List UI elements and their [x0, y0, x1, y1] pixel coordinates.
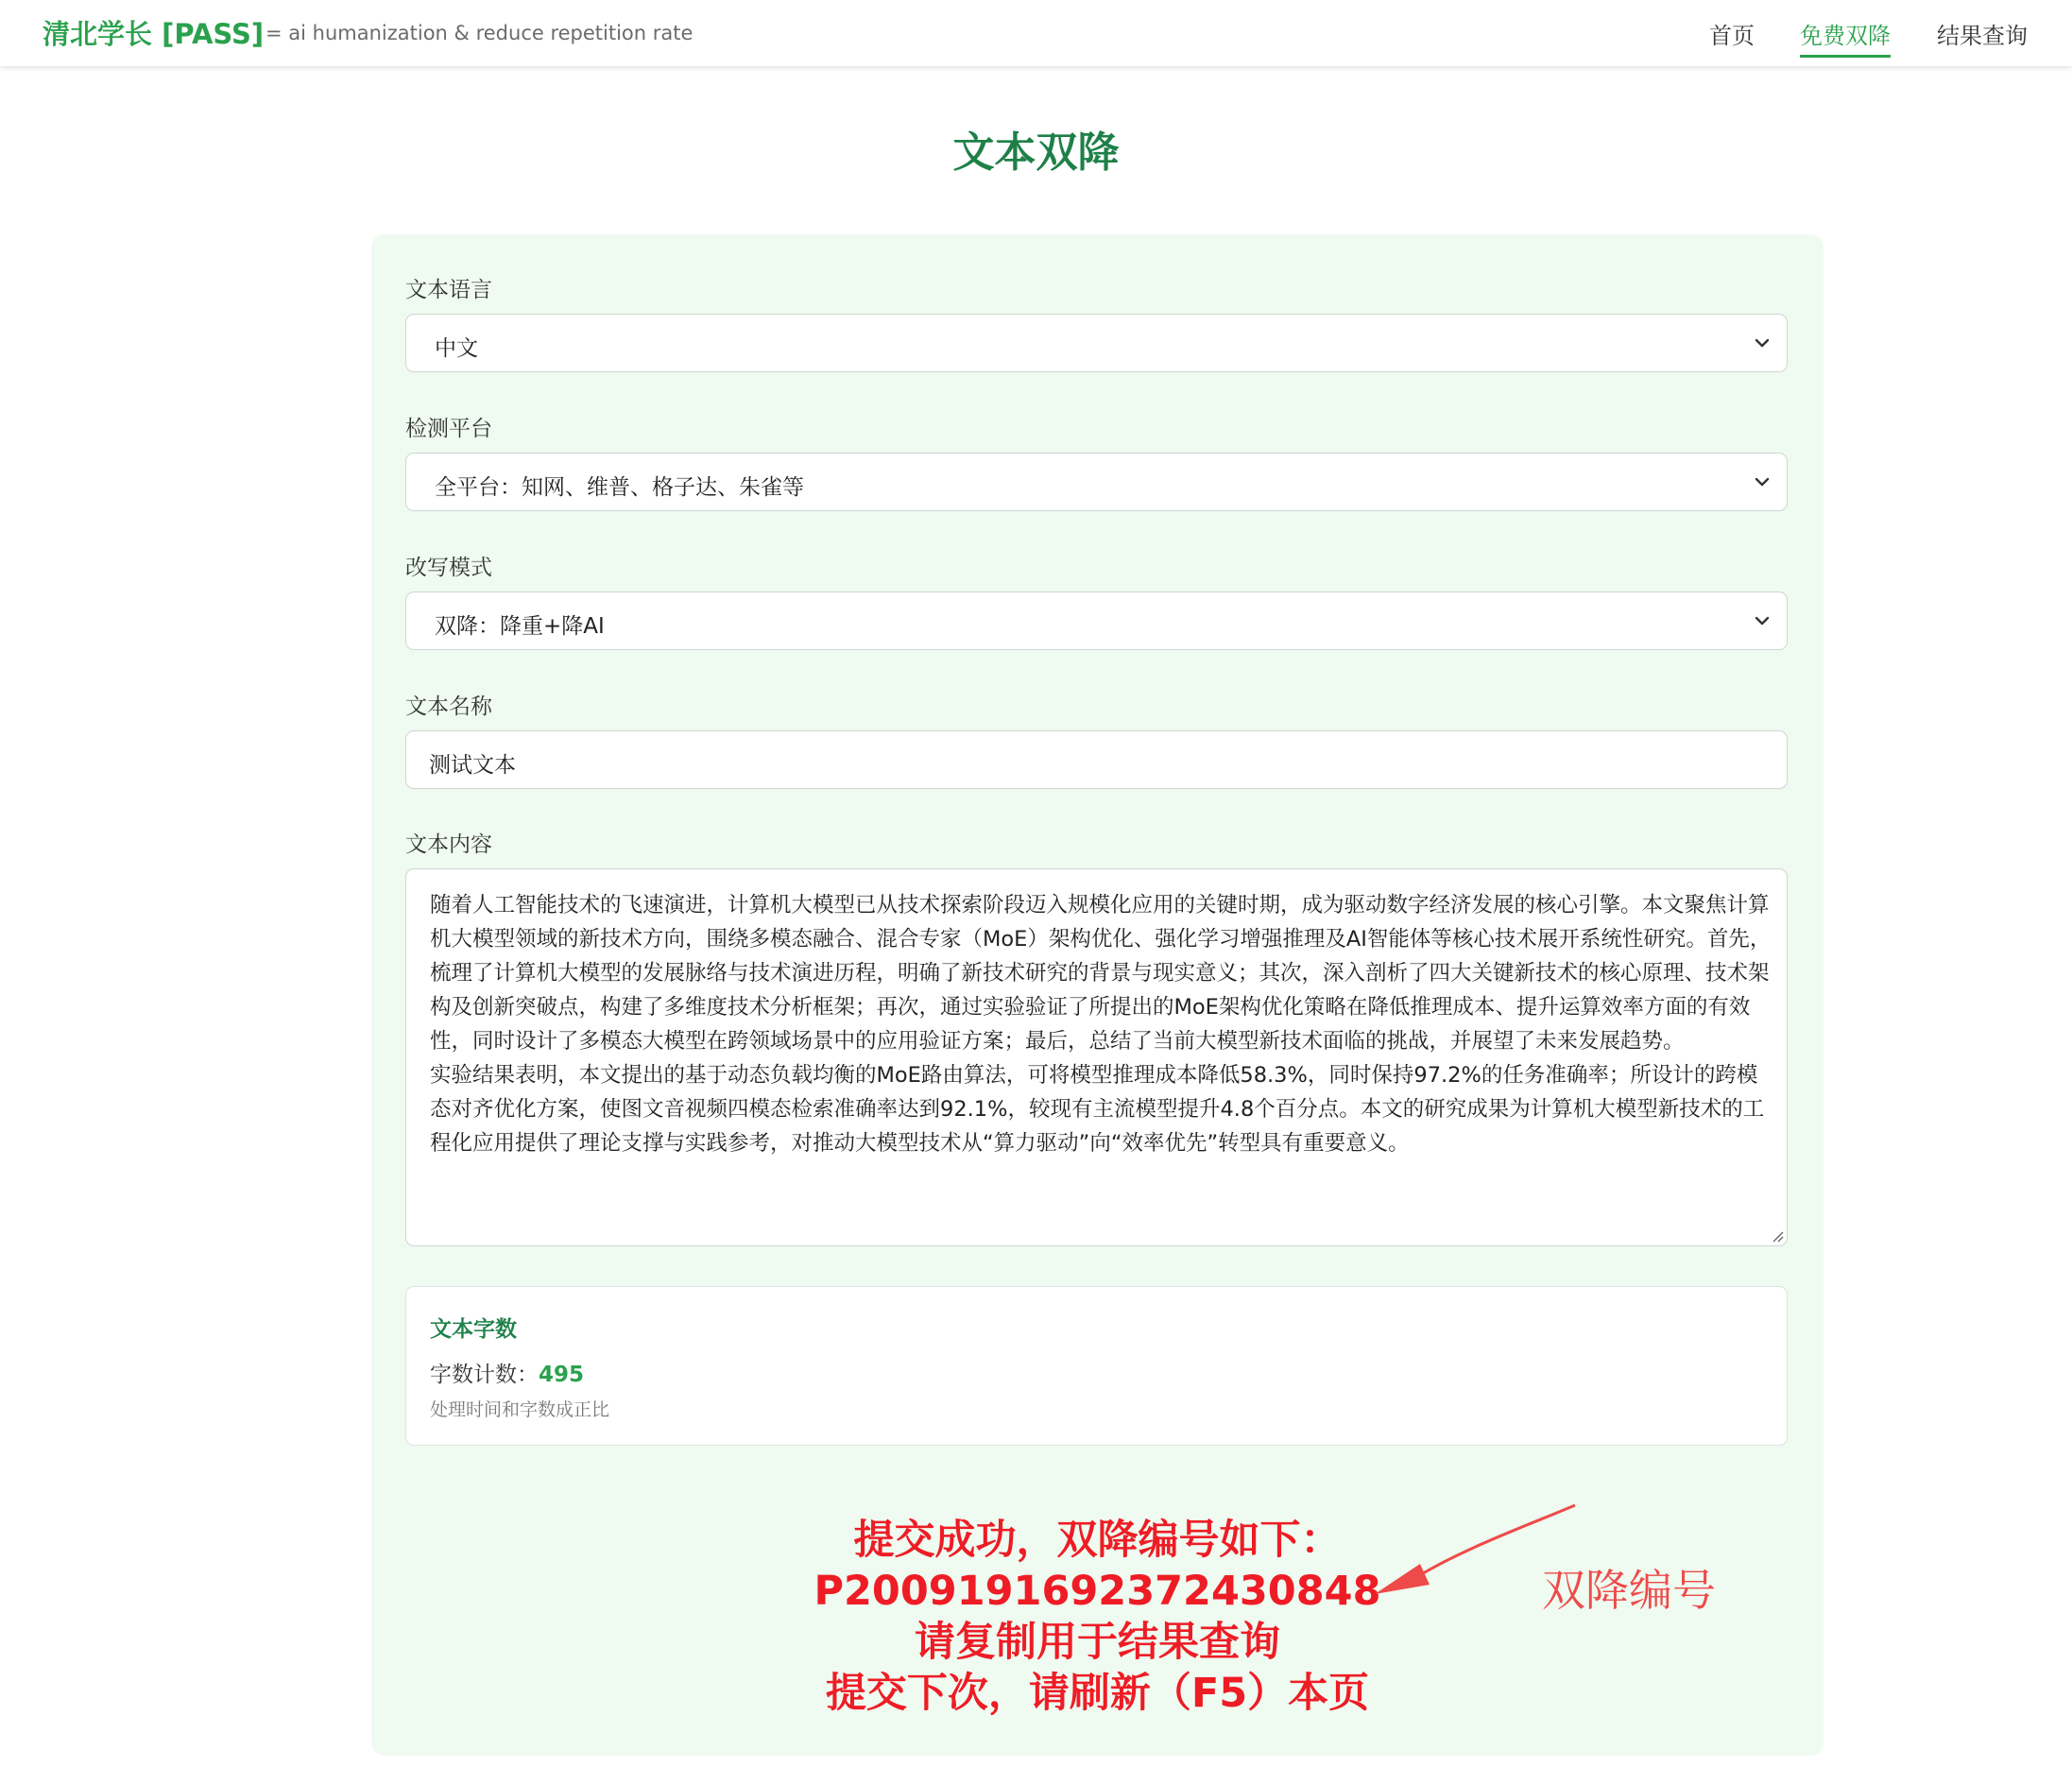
platform-select[interactable] [405, 453, 1788, 511]
platform-label: 检测平台 [405, 417, 492, 441]
content-textarea[interactable] [405, 868, 1788, 1246]
content-textarea-value: 随着人工智能技术的飞速演进，计算机大模型已从技术探索阶段迈入规模化应用的关键时期，成为驱动数字经济发展的核心引擎。本文聚焦计算机大模型领域的新技术方向，围绕多模态融合、混合专家（MoE）架构优化、强化学习增强推理及AI智能体等核心技术展开系统性研究。首先，梳理了计算机大模型的发展脉络与技术演进历程，明确了新技术研究的背景与现实意义；其次，深入剖析了四大关键新技术的核心原理、技术架构及创新突破点，构建了多维度技术分析框架；再次，通过实验验证了所提出的MoE架构优化策略在降低推理成本、提升运算效率方面的有效性，同时设计了多模态大模型在跨领域场景中的应用验证方案；最后，总结了当前大模型新技术面临的挑战，并展望了未来发展趋势。 实验结果表明，本文提出的基于动态负载均衡的MoE路由算法，可将模型推理成本降低58.3%，同时保持97.2%的任务准确率；所设计的跨模态对齐优化方案，使图文音视频四模态检索准确率达到92.1%，较现有主流模型提升4.8个百分点。本文的研究成果为计算机大模型新技术的工程化应用提供了理论支撑与实践参考，对推动大模型技术从“算力驱动”向“效率优先”转型具有重要意义。 [430, 893, 1772, 1156]
nav-result-query[interactable]: 结果查询 [1937, 23, 2028, 49]
language-select[interactable] [405, 314, 1788, 372]
success-line-3: 请复制用于结果查询 [915, 1619, 1280, 1666]
success-line-1: 提交成功，双降编号如下： [853, 1517, 1342, 1564]
resize-handle-icon[interactable] [1771, 1229, 1784, 1243]
form-card [371, 234, 1824, 1756]
submission-code: P2009191692372430848 [813, 1568, 1381, 1615]
name-label: 文本名称 [405, 695, 492, 719]
word-count-value: 495 [539, 1363, 585, 1387]
nav-home[interactable]: 首页 [1709, 23, 1755, 49]
word-count-title: 文本字数 [430, 1317, 517, 1342]
page-title: 文本双降 [952, 129, 1120, 177]
brand-tagline: = ai humanization & reduce repetition rate [265, 22, 694, 44]
language-select-value: 中文 [435, 336, 478, 361]
word-count-hint: 处理时间和字数成正比 [430, 1399, 610, 1420]
chevron-down-icon [1751, 471, 1773, 493]
name-input-value: 测试文本 [429, 753, 516, 778]
chevron-down-icon [1751, 332, 1773, 354]
mode-select-value: 双降：降重+降AI [435, 614, 605, 639]
name-input[interactable] [405, 730, 1788, 789]
top-navbar [0, 0, 2072, 66]
chevron-down-icon [1751, 609, 1773, 632]
mode-select[interactable] [405, 592, 1788, 650]
word-count-line [430, 1357, 584, 1388]
success-line-4: 提交下次，请刷新（F5）本页 [825, 1670, 1370, 1717]
nav-free-rewrite[interactable]: 免费双降 [1800, 17, 1891, 58]
word-count-label: 字数计数： [430, 1363, 539, 1387]
brand-logo[interactable]: 清北学长 [PASS] [43, 18, 265, 50]
platform-select-value: 全平台：知网、维普、格子达、朱雀等 [435, 475, 804, 500]
language-label: 文本语言 [405, 278, 492, 302]
word-count-panel [405, 1286, 1788, 1446]
annotation-label: 双降编号 [1542, 1565, 1716, 1616]
content-label: 文本内容 [405, 832, 492, 857]
mode-label: 改写模式 [405, 556, 492, 580]
